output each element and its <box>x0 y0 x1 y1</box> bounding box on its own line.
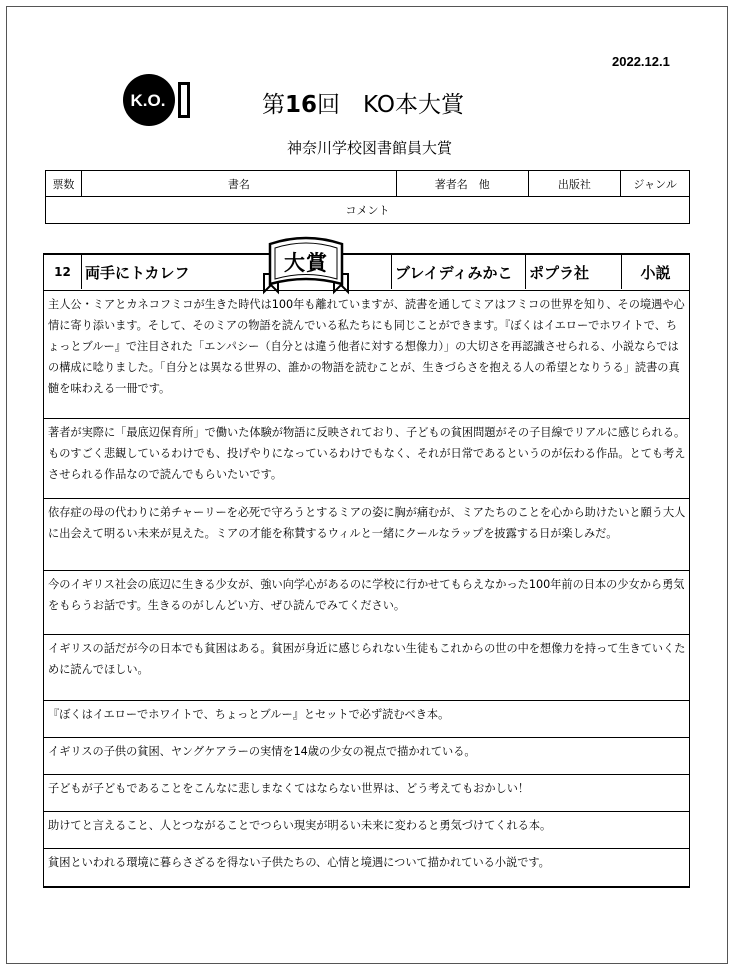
column-header <box>45 170 690 226</box>
publisher-name: ポプラ社 <box>526 255 622 289</box>
comment-5: イギリスの話だが今の日本でも貧困はある。貧困が身近に感じられない生徒もこれからの世の中を想像力を持って生きていくために読んでほしい。 <box>44 635 689 701</box>
ko-logo <box>123 71 191 129</box>
comment-7: イギリスの子供の貧困、ヤングケアラーの実情を14歳の少女の視点で描かれている。 <box>44 738 689 775</box>
page-title <box>262 86 464 119</box>
book-entry <box>43 253 690 888</box>
title-number: 16 <box>285 92 318 118</box>
comment-3: 依存症の母の代わりに弟チャーリーを必死で守ろうとするミアの姿に胸が痛むが、ミアたちのことを心から助けたいと願う大人に出会えて明るい未来が見えた。ミアの才能を称賛するウィルと一緒にクールなラップを披露する日が楽しみだ。 <box>44 499 689 571</box>
comment-8: 子どもが子どもであることをこんなに悲しまなくてはならない世界は、どう考えてもおかしい！ <box>44 775 689 812</box>
votes-header: 票数 <box>46 171 82 196</box>
comment-10: 貧困といわれる環境に暮らさざるを得ない子供たちの、心情と境遇について描かれている小説です。 <box>48 856 550 869</box>
comment-header: コメント <box>45 196 690 224</box>
comment-6: 『ぼくはイエローでホワイトで、ちょっとブルー』とセットで必ず読むべき本。 <box>44 701 689 738</box>
logo-text: K.O. <box>130 91 166 110</box>
publisher-header: 出版社 <box>529 171 622 196</box>
date: 2022.12.1 <box>612 54 670 69</box>
genre-header: ジャンル <box>633 177 677 191</box>
comment-2: 著者が実際に「最底辺保育所」で働いた体験が物語に反映されており、子どもの貧困問題がその子目線でリアルに感じられる。ものすごく悲観しているわけでも、投げやりになっているわけでもなく、それが日常であるというのが伝わる作品。とても考えさせられる作品なので読んでもらいたいです。 <box>44 419 689 499</box>
genre-label: 小説 <box>640 263 671 282</box>
book-header: 書名 <box>82 171 397 196</box>
award-label: 大賞 <box>284 251 328 275</box>
comment-4: 今のイギリス社会の底辺に生きる少女が、強い向学心があるのに学校に行かせてもらえなかった100年前の日本の少女から勇気をもらうお話です。生きるのがしんどい方、ぜひ読んでみてください。 <box>44 571 689 635</box>
author-header: 著者名 他 <box>397 171 529 196</box>
column-header-row <box>45 170 690 197</box>
comment-1: 主人公・ミアとカネコフミコが生きた時代は100年も離れていますが、読書を通してミアはフミコの世界を知り、その境遇や心情に寄り添います。そして、そのミアの物語を読んでいる私たちにも同じことができます。『ぼくはイエローでホワイトで、ちょっとブルー』で注目された「エンパシー（自分とは違う他者に対する想像力）」の大切さを再認識させられる、小説ならではの構成に唸りました。「自分とは異なる世界の、誰かの物語を読むことが、生きづらさを抱える人の希望となりうる」読書の真髄を味わえる一冊です。 <box>44 291 689 419</box>
title-suffix: 回 KO本大賞 <box>317 92 464 118</box>
author-name: ブレイディみかこ <box>392 255 526 289</box>
book-title: 両手にトカレフ <box>82 255 392 289</box>
vote-count: 12 <box>44 255 82 289</box>
award-badge <box>260 234 352 298</box>
comment-9: 助けてと言えること、人とつながることでつらい現実が明るい未来に変わると勇気づけてくれる本。 <box>44 812 689 849</box>
entry-header-row <box>44 251 689 291</box>
title-prefix: 第 <box>262 92 285 118</box>
subtitle: 神奈川学校図書館員大賞 <box>287 139 453 157</box>
